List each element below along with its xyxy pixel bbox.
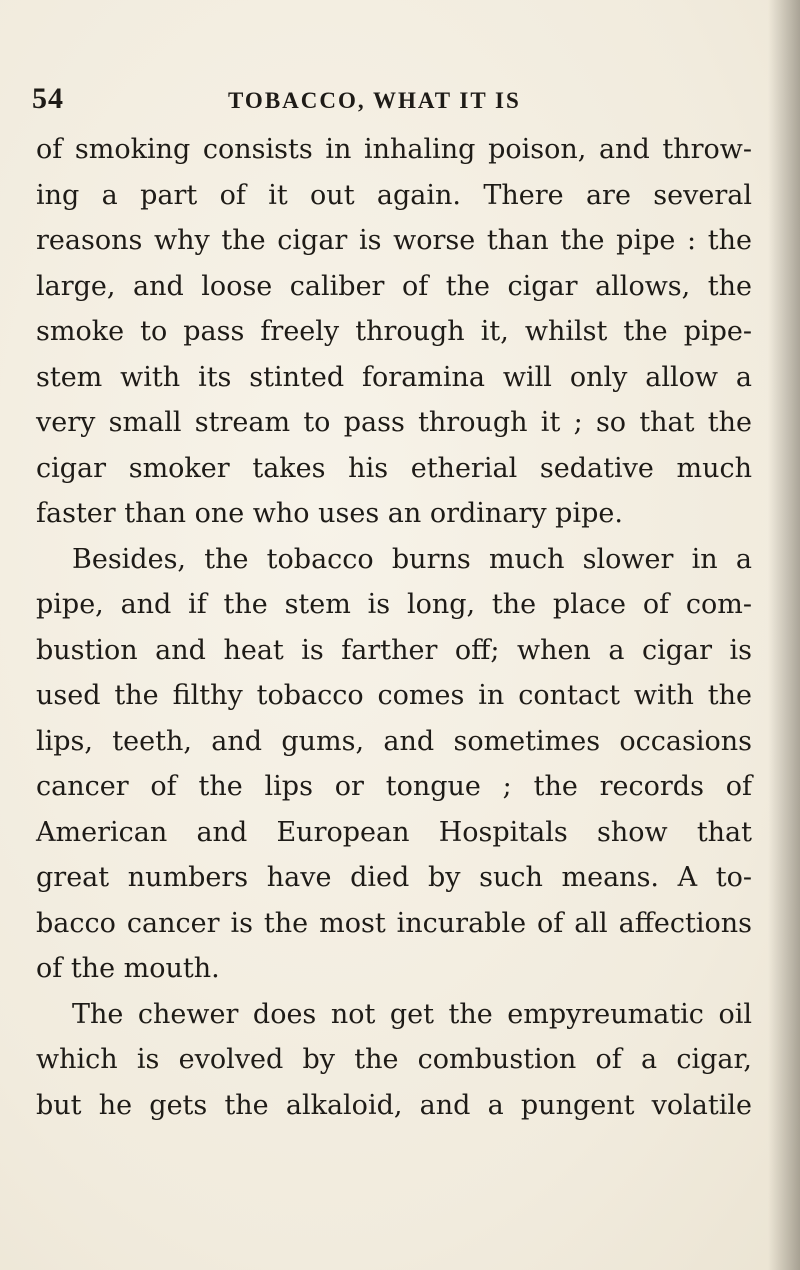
body-text	[36, 127, 752, 1128]
text-line: lips, teeth, and gums, and sometimes occasions	[36, 725, 752, 757]
text-line: used the filthy tobacco comes in contact with the	[36, 680, 752, 711]
page-number: 54	[32, 82, 64, 115]
text-line: cigar smoker takes his etherial sedative much	[36, 452, 752, 484]
text-line: stem with its stinted foramina will only allow a	[36, 361, 752, 393]
text-line: The chewer does not get the empyreumatic oil	[72, 998, 752, 1030]
text-line: faster than one who uses an ordinary pipe.	[36, 498, 623, 529]
text-line: smoke to pass freely through it, whilst the pipe-	[36, 316, 752, 347]
text-line: great numbers have died by such means. A to-	[36, 862, 752, 893]
text-line: which is evolved by the combustion of a cigar,	[36, 1044, 752, 1075]
text-line: but he gets the alkaloid, and a pungent volatile	[36, 1089, 752, 1121]
text-line: bustion and heat is farther off; when a cigar is	[36, 634, 752, 666]
text-line: pipe, and if the stem is long, the place of com-	[36, 589, 752, 620]
text-line: of smoking consists in inhaling poison, and throw-	[36, 134, 752, 165]
text-line: large, and loose caliber of the cigar allows, the	[36, 270, 752, 302]
text-line: bacco cancer is the most incurable of all affections	[36, 907, 752, 939]
text-line: cancer of the lips or tongue ; the records of	[36, 771, 752, 802]
running-head: TOBACCO, WHAT IT IS	[228, 88, 521, 113]
text-line: ing a part of it out again. There are several	[36, 179, 752, 211]
page-header	[32, 82, 752, 122]
text-line: reasons why the cigar is worse than the pipe : the	[36, 225, 752, 256]
text-line: American and European Hospitals show that	[36, 816, 752, 848]
text-line: very small stream to pass through it ; so that the	[36, 407, 752, 438]
text-line: Besides, the tobacco burns much slower in a	[72, 543, 752, 575]
text-line: of the mouth.	[36, 953, 220, 984]
